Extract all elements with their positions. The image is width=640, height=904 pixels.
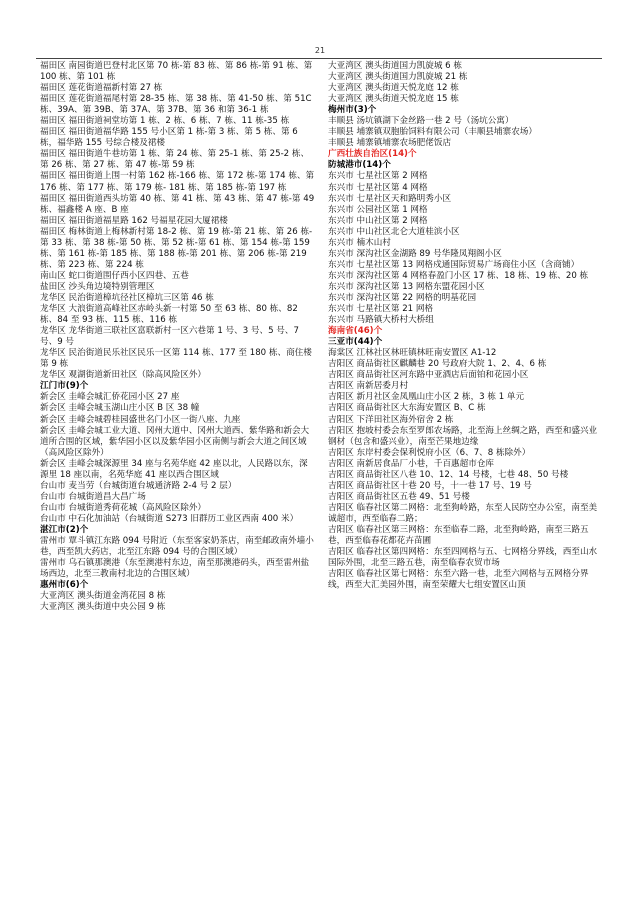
risk-area-entry: 福田区 福田街道祠堂坊第 1 栋、2 栋、6 栋、7 栋、11 栋-35 栋: [40, 116, 290, 127]
risk-area-entry: 新会区 圭峰会城玉湖山庄小区 B 区 38 幢: [40, 403, 200, 414]
risk-area-entry: 吉阳区 商品街社区五巷 49、51 号楼: [328, 491, 470, 502]
risk-area-entry: 东兴市 楠木山村: [328, 237, 391, 248]
risk-area-entry: 东兴市 深沟社区第 4 网格春盈门小区 17 栋、18 栋、19 栋、20 栋: [328, 270, 589, 281]
risk-area-entry: 新会区 圭峰会城深源里 34 座与名苑华庭 42 座以北，人民路以东，深源里 18 座以南，名苑华庭 41 座以西合围区域: [40, 458, 308, 480]
risk-area-entry: 东兴市 公园社区第 1 网格: [328, 204, 428, 215]
risk-area-entry: 福田区 福田街道福星路 162 号福星花园大厦裙楼: [40, 215, 228, 226]
risk-area-entry: 吉阳区 下洋田社区海外宿舍 2 栋: [328, 414, 454, 425]
risk-area-entry: 吉阳区 临春社区第二网格：北至狗岭路，东至人民防空办公室，南至美诚超市，西至临春二路；: [328, 502, 598, 524]
risk-area-entry: 龙华区 民治街道樟坑径社区樟坑三区第 46 栋: [40, 292, 214, 303]
risk-area-entry: 龙华区 大浪街道高峰社区赤岭头新一村第 50 至 63 栋、80 栋、82 栋、84 至 93 栋、115 栋、116 栋: [40, 304, 298, 326]
risk-area-entry: 盐田区 沙头角边境特别管理区: [40, 281, 155, 292]
risk-area-entry: 福田区 莲花街道福新村第 27 栋: [40, 83, 163, 94]
city-heading: 防城港市(14)个: [328, 160, 391, 171]
risk-area-entry: 台山市 台城街道秀荷花城（高风险区除外）: [40, 502, 207, 513]
risk-area-entry: 吉阳区 南新居委月村: [328, 381, 409, 392]
province-heading: 广西壮族自治区(14)个: [328, 149, 417, 160]
risk-area-entry: 大亚湾区 澳头街道国力凯旋城 21 栋: [328, 72, 468, 83]
right-column: [328, 61, 604, 591]
risk-area-entry: 台山市 台城街道昌大昌广场: [40, 491, 146, 502]
risk-area-entry: 海棠区 江林社区林旺镇林旺南安置区 A1-12: [328, 348, 497, 359]
risk-area-entry: 东兴市 深沟社区第 13 网格东盟花园小区: [328, 281, 485, 292]
risk-area-entry: 吉阳区 商品街社区麒麟巷 20 号政府大院 1、2、4、6 栋: [328, 359, 547, 370]
risk-area-entry: 台山市 麦当劳（台城街道台城通济路 2-4 号 2 层）: [40, 480, 237, 491]
risk-area-entry: 东兴市 七星社区第 4 网格: [328, 182, 428, 193]
header-rule: [36, 58, 602, 59]
risk-area-entry: 东兴市 七星社区第 21 网格: [328, 304, 434, 315]
risk-area-entry: 福田区 南园街道巴登村北区第 70 栋-第 83 栋、第 86 栋-第 91 栋、第 100 栋、第 101 栋: [40, 61, 313, 83]
risk-area-entry: 福田区 福田街道福华路 155 号小区第 1 栋-第 3 栋、第 5 栋、第 6 栋，福华路 155 号综合楼及裙楼: [40, 127, 298, 149]
risk-area-entry: 吉阳区 商品街社区十巷 20 号，十一巷 17 号、19 号: [328, 480, 532, 491]
risk-area-entry: 吉阳区 商品街社区八巷 10、12、14 号楼，七巷 48、50 号楼: [328, 469, 569, 480]
risk-area-entry: 龙华区 民治街道民乐社区民乐一区第 114 栋、177 至 180 栋、商住楼第 9 栋: [40, 348, 312, 370]
risk-area-entry: 新会区 圭峰会城工业大道、冈州大道中、冈州大道西、紫华路和新会大道所合围的区域，紫华园小区以及紫华园小区南侧与新会大道之间区域（高风险区除外）: [40, 425, 310, 458]
risk-area-entry: 龙华区 龙华街道三联社区富联新村一区六巷第 1 号、3 号、5 号、7 号、9 号: [40, 326, 299, 348]
risk-area-entry: 福田区 福田街道牛巷坊第 1 栋、第 24 栋、第 25-1 栋、第 25-2 栋、第 26 栋、第 27 栋、第 47 栋-第 59 栋: [40, 149, 310, 171]
risk-area-entry: 吉阳区 南新居食品厂小巷，千百惠超市仓库: [328, 458, 495, 469]
risk-area-entry: 新会区 圭峰会城碧桂园盛世名门小区一街八座、九座: [40, 414, 241, 425]
risk-area-entry: 福田区 梅林街道上梅林新村第 18-2 栋、第 19 栋-第 21 栋、第 26 栋-第 33 栋、第 38 栋-第 50 栋、第 52 栋-第 61 栋、第 154 栋-第 159 栋、第 161 栋-第 185 栋、第 188 栋-第 201 栋、第 206 栋-第 219 栋、第 223 栋、第 224 栋: [40, 226, 313, 270]
risk-area-entry: 丰顺县 埔寨镇双胞胎饲料有限公司（丰顺县埔寨农场）: [328, 127, 537, 138]
risk-area-entry: 福田区 福田街道上围一村第 162 栋-166 栋、第 172 栋-第 174 栋、第 176 栋、第 177 栋、第 179 栋- 181 栋、第 185 栋-第 197 栋: [40, 171, 315, 193]
risk-area-entry: 丰顺县 埔寨镇埔寨农场肥佬饭店: [328, 138, 452, 149]
city-heading: 湛江市(2)个: [40, 524, 89, 535]
risk-area-entry: 大亚湾区 澳头街道天悦龙庭 12 栋: [328, 83, 459, 94]
risk-area-entry: 福田区 莲花街道福尾村第 28-35 栋、第 38 栋、第 41-50 栋、第 51C 栋、39A、第 39B、第 37A、第 37B、第 36 和第 36-1 栋: [40, 94, 312, 116]
risk-area-entry: 福田区 福田街道西头坊第 40 栋、第 41 栋、第 43 栋、第 47 栋-第 49 栋、福鑫楼 A 座、B 座: [40, 193, 315, 215]
risk-area-entry: 东兴市 中山社区第 2 网格: [328, 215, 428, 226]
risk-area-entry: 东兴市 深沟社区第 22 网格的明基花园: [328, 292, 477, 303]
risk-area-entry: 吉阳区 临春社区第四网格：东至四网格与五、七网格分界线，西至山水国际外围，北至三路五巷，南至临春农贸市场: [328, 547, 598, 569]
risk-area-entry: 大亚湾区 澳头街道国力凯旋城 6 栋: [328, 61, 462, 71]
risk-area-entry: 东兴市 七星社区天和路明秀小区: [328, 193, 452, 204]
risk-area-entry: 东兴市 七星社区第 2 网格: [328, 171, 428, 182]
risk-area-entry: 吉阳区 临春社区第七网格：东至六路一巷，北至六网格与五网格分界线，西至大汇美园外围，南至荣耀大七组安置区山顶: [328, 569, 589, 591]
risk-area-entry: 吉阳区 东岸村委会保利悦府小区（6、7、8 栋除外）: [328, 447, 531, 458]
city-heading: 江门市(9)个: [40, 381, 89, 392]
risk-area-entry: 东兴市 中山社区北仑大道桂滨小区: [328, 226, 460, 237]
city-heading: 三亚市(44)个: [328, 337, 383, 348]
left-column: [40, 61, 316, 613]
risk-area-entry: 雷州市 覃斗镇江东路 094 号附近（东至客家奶茶店，南至邮政南外墙小巷，西至凯大药店，北至江东路 094 号的合围区域）: [40, 536, 314, 558]
page-number: 21: [314, 46, 326, 55]
risk-area-entry: 大亚湾区 澳头街道天悦龙庭 15 栋: [328, 94, 459, 105]
city-heading: 梅州市(3)个: [328, 105, 377, 116]
risk-area-entry: 南山区 蛇口街道围仔西小区四巷、五巷: [40, 270, 189, 281]
risk-area-entry: 台山市 中石化加油站（台城街道 S273 旧群历工业区西南 400 米）: [40, 513, 299, 524]
risk-area-entry: 吉阳区 新月社区金凤凰山庄小区 2 栋，3 栋 1 单元: [328, 392, 525, 403]
risk-area-entry: 新会区 圭峰会城汇侨花园小区 27 座: [40, 392, 180, 403]
risk-area-entry: 大亚湾区 澳头街道金湾花园 8 栋: [40, 591, 166, 602]
risk-area-entry: 吉阳区 商品街社区大东海安置区 B、C 栋: [328, 403, 486, 414]
province-heading: 海南省(46)个: [328, 326, 383, 337]
risk-area-entry: 吉阳区 抱坡村委会东至罗郎农场路，北至海上丝绸之路，西至和盛兴业钢材（包含和盛兴业），南至芒果地边缘: [328, 425, 598, 447]
risk-area-entry: 东兴市 马路镇大桥村大桥组: [328, 315, 434, 326]
risk-area-entry: 东兴市 七星社区第 13 网格戍通国际贸易广场商住小区（含商铺）: [328, 259, 580, 270]
city-heading: 惠州市(6)个: [40, 580, 89, 591]
risk-area-entry: 东兴市 深沟社区金湖路 89 号华隆凤翔阁小区: [328, 248, 502, 259]
risk-area-entry: 吉阳区 临春社区第三网格：东至临春二路，北至狗岭路，南至三路五巷，西至临春花都花卉苗圃: [328, 524, 589, 547]
risk-area-entry: 丰顺县 汤坑镇湖下金丝路一巷 2 号（汤坑公寓）: [328, 116, 514, 127]
risk-area-entry: 雷州市 乌石镇那澳港（东至澳港村东边，南至那澳港码头，西至雷州盐场西边，北至三教南村北边的合围区域）: [40, 558, 310, 580]
risk-area-entry: 大亚湾区 澳头街道中央公园 9 栋: [40, 602, 166, 613]
risk-area-entry: 龙华区 观湖街道新田社区（除高风险区外）: [40, 370, 207, 381]
risk-area-entry: 吉阳区 商品街社区河东路中亚酒店后面铂和花园小区: [328, 370, 529, 381]
